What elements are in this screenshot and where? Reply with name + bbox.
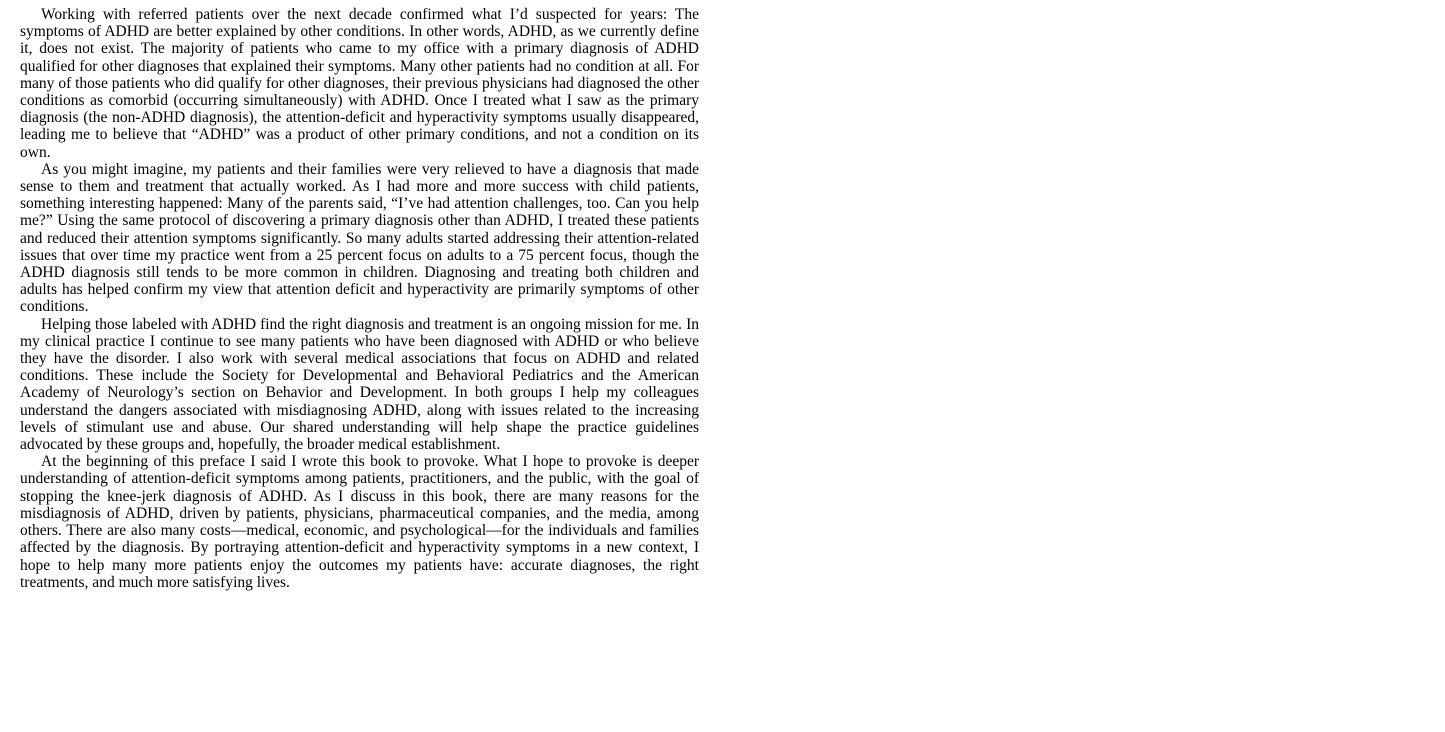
paragraph-2: As you might imagine, my patients and their families were very relieved to have a diagnosis that made sense to them and treatment that actually worked. As I had more and more success with child patients, something interesting happened: Many of the parents said, “I’ve had attention challenges, too. Can you help me?” Using the same protocol of discovering a primary diagnosis other than ADHD, I treated these patients and reduced their attention symptoms significantly. So many adults started addressing their attention-related issues that over time my practice went from a 25 percent focus on adults to a 75 percent focus, though the ADHD diagnosis still tends to be more common in children. Diagnosing and treating both children and adults has helped confirm my view that attention deficit and hyperactivity are primarily symptoms of other conditions. bbox=[20, 160, 699, 316]
paragraph-4: At the beginning of this preface I said I wrote this book to provoke. What I hope to provoke is deeper understanding of attention-deficit symptoms among patients, practitioners, and the public, with the goal of stopping the knee-jerk diagnosis of ADHD. As I discuss in this book, there are many reasons for the misdiagnosis of ADHD, driven by patients, physicians, pharmaceutical companies, and the media, among others. There are also many costs—medical, economic, and psychological—for the individuals and families affected by the diagnosis. By portraying attention-deficit and hyperactivity symptoms in a new context, I hope to help many more patients enjoy the outcomes my patients have: accurate diagnoses, the right treatments, and much more satisfying lives. bbox=[20, 453, 699, 591]
paragraph-1: Working with referred patients over the next decade confirmed what I’d suspected for years: The symptoms of ADHD are better explained by other conditions. In other words, ADHD, as we currently define it, does not exist. The majority of patients who came to my office with a primary diagnosis of ADHD qualified for other diagnoses that explained their symptoms. Many other patients had no condition at all. For many of those patients who did qualify for other diagnoses, their previous physicians had diagnosed the other conditions as comorbid (occurring simultaneously) with ADHD. Once I treated what I saw as the primary diagnosis (the non-ADHD diagnosis), the attention-deficit and hyperactivity symptoms usually disappeared, leading me to believe that “ADHD” was a product of other primary conditions, and not a condition on its own. bbox=[20, 6, 699, 161]
paragraph-3: Helping those labeled with ADHD find the right diagnosis and treatment is an ongoing mission for me. In my clinical practice I continue to see many patients who have been diagnosed with ADHD or who believe they have the disorder. I also work with several medical associations that focus on ADHD and related conditions. These include the Society for Developmental and Behavioral Pediatrics and the American Academy of Neurology’s section on Behavior and Development. In both groups I help my colleagues understand the dangers associated with misdiagnosing ADHD, along with issues related to the increasing levels of stimulant use and abuse. Our shared understanding will help shape the practice guidelines advocated by these groups and, hopefully, the broader medical establishment. bbox=[20, 315, 699, 454]
document-page bbox=[20, 6, 699, 591]
